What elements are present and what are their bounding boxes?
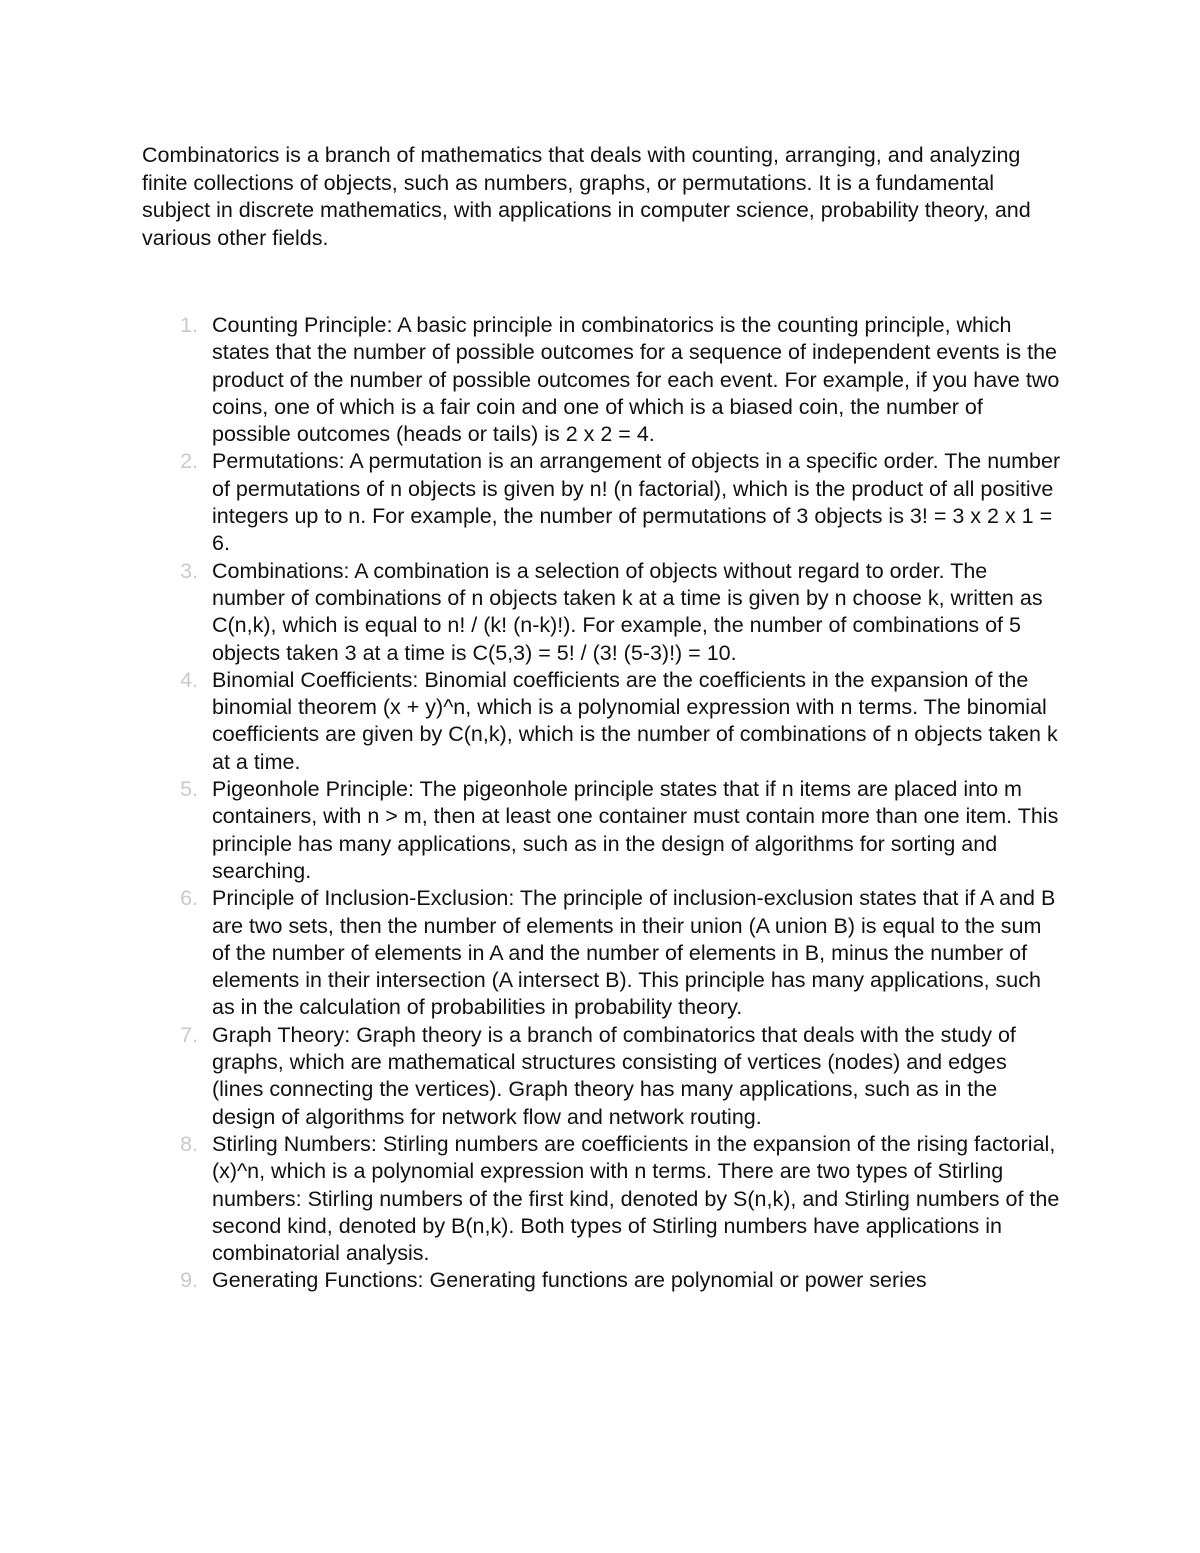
list-item-text: Binomial Coefficients: Binomial coefficients are the coefficients in the expansion of the binomial theorem (x + y)^n, which is a polynomial expression with n terms. The binomial coefficients are given by C(n,k), which is the number of combinations of n objects taken k at a time.	[212, 667, 1058, 774]
list-number: 8.	[180, 1131, 198, 1156]
list-number: 3.	[180, 558, 198, 583]
list-number: 9.	[180, 1268, 198, 1293]
list-item	[142, 558, 1062, 667]
list-number: 5.	[180, 777, 198, 802]
list-item-text: Pigeonhole Principle: The pigeonhole principle states that if n items are placed into m containers, with n > m, then at least one container must contain more than one item. This principle has many applications, such as in the design of algorithms for sorting and searching.	[212, 777, 1059, 883]
list-item	[142, 667, 1062, 776]
list-item	[142, 312, 1062, 448]
list-item	[142, 776, 1062, 885]
list-item-text: Counting Principle: A basic principle in combinatorics is the counting principle, which states that the number of possible outcomes for a sequence of independent events is the product of the number of possible outcomes for each event. For example, if you have two coins, one of which is a fair coin and one of which is a biased coin, the number of possible outcomes (heads or tails) is 2 x 2 = 4.	[212, 313, 1060, 447]
list-item-text: Graph Theory: Graph theory is a branch of combinatorics that deals with the study of graphs, which are mathematical structures consisting of vertices (nodes) and edges (lines connecting the vertices). Graph theory has many applications, such as in the design of algorithms for network flow and network routing.	[212, 1022, 1016, 1129]
list-number: 2.	[180, 449, 198, 474]
list-number: 1.	[180, 313, 198, 337]
list-item-text: Stirling Numbers: Stirling numbers are coefficients in the expansion of the rising factorial, (x)^n, which is a polynomial expression with n terms. There are two types of Stirling numbers: Stirling numbers of the first kind, denoted by S(n,k), and Stirling numbers of the second kind, denoted by B(n,k). Both types of Stirling numbers have applications in combinatorial analysis.	[212, 1131, 1060, 1266]
list-number: 6.	[180, 886, 198, 911]
list-number: 4.	[180, 667, 198, 692]
list-item-text: Combinations: A combination is a selection of objects without regard to order. The number of combinations of n objects taken k at a time is given by n choose k, written as C(n,k), which is equal to n! / (k! (n-k)!). For example, the number of combinations of 5 objects taken 3 at a time is C(5,3) = 5! / (3! (5-3)!) = 10.	[212, 558, 1043, 665]
list-item-text: Generating Functions: Generating functions are polynomial or power series	[212, 1268, 927, 1293]
list-number: 7.	[180, 1022, 198, 1047]
list-item-text: Permutations: A permutation is an arrangement of objects in a specific order. The number of permutations of n objects is given by n! (n factorial), which is the product of all positive integers up to n. For example, the number of permutations of 3 objects is 3! = 3 x 2 x 1 = 6.	[212, 449, 1061, 556]
list-item	[142, 1022, 1062, 1131]
list-item	[142, 885, 1062, 1021]
intro-paragraph: Combinatorics is a branch of mathematics that deals with counting, arranging, and analyzing finite collections of objects, such as numbers, graphs, or permutations. It is a fundamental subject in discrete mathematics, with applications in computer science, probability theory, and various other fields.	[142, 143, 1031, 250]
topic-list	[142, 312, 1062, 1295]
list-item	[142, 448, 1062, 557]
list-item-text: Principle of Inclusion-Exclusion: The principle of inclusion-exclusion states that if A and B are two sets, then the number of elements in their union (A union B) is equal to the sum of the number of elements in A and the number of elements in B, minus the number of elements in their intersection (A intersect B). This principle has many applications, such as in the calculation of probabilities in probability theory.	[212, 886, 1056, 1020]
list-item	[142, 1131, 1062, 1267]
list-item	[142, 1267, 1062, 1294]
